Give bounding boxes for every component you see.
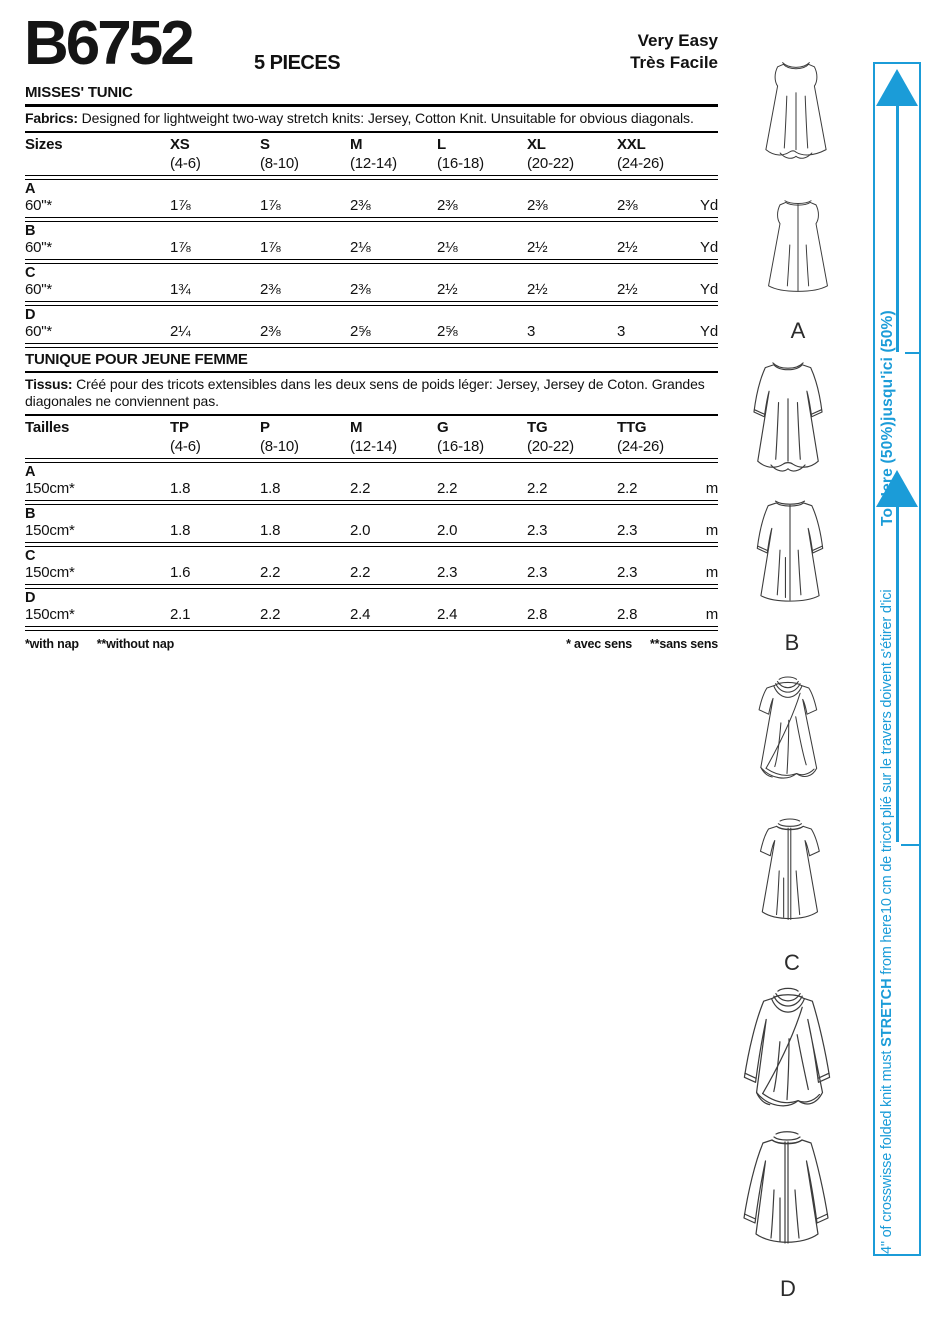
view-letter: B <box>25 506 36 522</box>
table-row-view-a-metric: A 150cm* 1.8 1.8 2.2 2.2 2.2 2.2 m <box>25 464 718 497</box>
unit-label: Yd <box>700 239 718 256</box>
view-letter: D <box>25 590 36 606</box>
col-xl: XL <box>527 136 546 153</box>
fabrics-note-english: Fabrics: Designed for lightweight two-way stretch knits: Jersey, Cotton Knit. Unsuitable for obvious diagonals. <box>25 110 694 126</box>
view-letter: B <box>25 223 36 239</box>
view-c-label: C <box>784 950 800 975</box>
table-row-view-c-metric: C 150cm* 1.6 2.2 2.2 2.3 2.3 2.3 m <box>25 548 718 581</box>
size-range-row-french: (4-6) (8-10) (12-14) (16-18) (20-22) (24-26) <box>170 438 664 455</box>
view-a-label: A <box>790 318 806 343</box>
stretch-note-en: 4" of crosswisse folded knit must STRETCH from here <box>879 914 895 1254</box>
tailles-label: Tailles <box>25 419 70 436</box>
fabrics-note-french: Tissus: Créé pour des tricots extensibles dans les deux sens de poids léger: Jersey, Jersey de Coton. Grandes diagonales ne conviennent pas. <box>25 376 705 409</box>
table-row-view-b: B 60"* 1⅞ 1⅞ 2⅛ 2⅛ 2½ 2½ Yd <box>25 223 718 256</box>
arrow-up-icon <box>876 470 918 507</box>
gauge-tick <box>905 352 919 354</box>
fabrics-label: Fabrics: <box>25 110 78 126</box>
unit-label: m <box>705 522 718 539</box>
view-letter: A <box>25 181 36 197</box>
garment-a-back-drawing <box>753 186 843 317</box>
garment-c-back-drawing <box>740 808 838 948</box>
difficulty-fr: Très Facile <box>630 53 718 72</box>
yardage-tables <box>25 84 718 651</box>
view-letter: C <box>25 548 36 564</box>
title-french: TUNIQUE POUR JEUNE FEMME <box>25 351 248 368</box>
size-header-row-english <box>25 133 718 154</box>
gauge-stretch-note <box>878 590 897 1254</box>
title-english: MISSES' TUNIC <box>25 84 133 101</box>
difficulty-rating <box>490 30 718 74</box>
to-here-fr: jusqu'ici (50%) <box>879 310 896 422</box>
to-here-en: To Here (50%) <box>879 421 896 526</box>
unit-label: Yd <box>700 323 718 340</box>
view-letter: A <box>25 464 36 480</box>
col-g: G <box>437 419 449 436</box>
col-m: M <box>350 136 363 153</box>
table-row-view-c: C 60"* 1¾ 2⅜ 2⅜ 2½ 2½ 2½ Yd <box>25 265 718 298</box>
stretch-gauge <box>873 62 921 1256</box>
difficulty-en: Very Easy <box>637 31 718 50</box>
fabric-width: 150cm* <box>25 522 75 539</box>
pieces-count: 5 PIECES <box>254 52 341 74</box>
col-tp: TP <box>170 419 189 436</box>
pattern-number: B6752 <box>24 9 192 78</box>
divider <box>25 626 718 631</box>
sizes-label: Sizes <box>25 136 63 153</box>
garment-b-back-drawing <box>740 492 840 623</box>
garment-c-front-drawing <box>739 666 835 806</box>
view-letter: D <box>25 307 36 323</box>
size-range-row-english: (4-6) (8-10) (12-14) (16-18) (20-22) (24-26) <box>170 155 664 172</box>
footnote-english: *with nap **without nap <box>25 637 175 651</box>
footnote-french: * avec sens **sans sens <box>566 637 718 651</box>
garment-d-back-drawing <box>716 1128 856 1268</box>
table-row-view-d-metric: D 150cm* 2.1 2.2 2.4 2.4 2.8 2.8 m <box>25 590 718 623</box>
size-header-row-french <box>25 416 718 437</box>
col-tg: TG <box>527 419 548 436</box>
fabric-width: 60"* <box>25 197 53 214</box>
col-p: P <box>260 419 270 436</box>
fabric-width: 60"* <box>25 323 53 340</box>
table-row-view-d: D 60"* 2¼ 2⅜ 2⅝ 2⅝ 3 3 Yd <box>25 307 718 340</box>
gauge-tick <box>901 844 919 846</box>
unit-label: Yd <box>700 281 718 298</box>
view-letter: C <box>25 265 36 281</box>
view-d-label: D <box>780 1276 796 1301</box>
arrow-up-icon <box>876 69 918 106</box>
col-m-fr: M <box>350 419 363 436</box>
col-l: L <box>437 136 446 153</box>
unit-label: m <box>705 606 718 623</box>
unit-label: Yd <box>700 197 718 214</box>
unit-label: m <box>705 564 718 581</box>
col-ttg: TTG <box>617 419 647 436</box>
col-xs: XS <box>170 136 190 153</box>
unit-label: m <box>705 480 718 497</box>
garment-d-front-drawing <box>719 986 855 1128</box>
tissus-label: Tissus: <box>25 376 73 392</box>
fabric-width: 150cm* <box>25 606 75 623</box>
fabric-width: 60"* <box>25 239 53 256</box>
stretch-note-fr: 10 cm de tricot plié sur le travers doivent s'étirer d'ici <box>879 590 895 915</box>
fabric-width: 150cm* <box>25 564 75 581</box>
footnotes <box>25 637 718 651</box>
table-row-view-b-metric: B 150cm* 1.8 1.8 2.0 2.0 2.3 2.3 m <box>25 506 718 539</box>
fabric-width: 150cm* <box>25 480 75 497</box>
garment-b-front-drawing <box>736 355 840 488</box>
fabric-width: 60"* <box>25 281 53 298</box>
col-s: S <box>260 136 270 153</box>
view-b-label: B <box>784 630 800 655</box>
table-row-view-a: A 60"* 1⅞ 1⅞ 2⅜ 2⅜ 2⅜ 2⅜ Yd <box>25 181 718 214</box>
garment-a-front-drawing <box>750 48 842 181</box>
col-xxl: XXL <box>617 136 646 153</box>
